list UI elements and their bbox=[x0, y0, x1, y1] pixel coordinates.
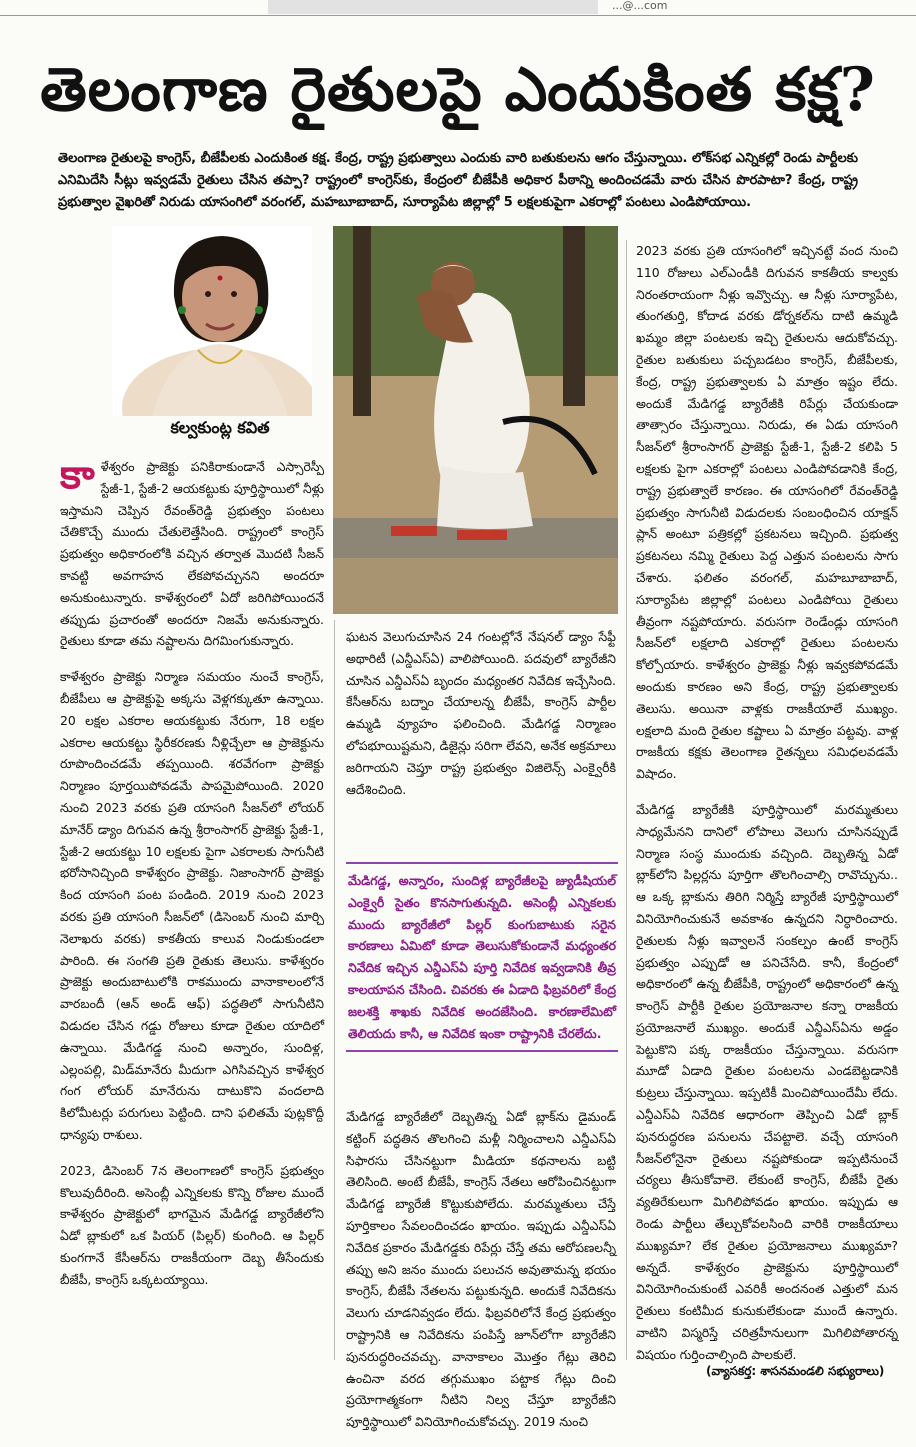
author-photo bbox=[112, 226, 312, 416]
clipping-edge bbox=[268, 0, 598, 14]
column-1 bbox=[60, 451, 324, 1304]
top-rule bbox=[0, 15, 916, 16]
col2b-para-1: మేడిగడ్డ బ్యారేజీలో దెబ్బతిన్న ఏడో బ్లాక్‌ను డైమండ్ కట్టింగ్ పద్ధతిన తొలగించి మళ్లీ నిర్మించాలని ఎన్డీఎస్ఏ సిఫారసు చేసినట్టుగా మీడియా కథనాలను బట్టి తెలిసింది. అంటే బీజేపీ, కాంగ్రెస్ నేతలు ఆరోపించినట్టుగా మేడిగడ్డ బ్యారేజీ కొట్టుకుపోలేదు. మరమ్మతులు చేస్తే పూర్తికాలం సేవలందించడం ఖాయం. ఇప్పుడు ఎన్డీఎస్ఏ నివేదిక ప్రకారం మేడిగడ్డకు రిపేర్లు చేస్తే తమ ఆరోపణలన్నీ తప్పు అని జనం ముందు పలుచన అవుతామన్న భయం కాంగ్రెస్, బీజేపీ నేతలను పట్టుకున్నది. అందుకే నివేదికను వెలుగు చూడనివ్వడం లేదు. ఫిబ్రవరిలోనే కేంద్ర ప్రభుత్వం రాష్ట్రానికి ఆ నివేదికను పంపిస్తే జూన్‌లోగా బ్యారేజీని పునరుద్ధరించవచ్చు. వానాకాలం మొత్తం గేట్లు తెరిచి ఉంచినా వరద తగ్గుముఖం పట్టాక గేట్లు దించి ప్రయోగాత్మకంగా నీటిని నిల్వ చేస్తూ బ్యారేజీని పూర్తిస్థాయిలో వినియోగించుకోవచ్చు. 2019 నుంచి bbox=[346, 1109, 616, 1430]
author-credit: (వ్యాసకర్త: శాసనమండలి సభ్యురాలు) bbox=[706, 1364, 885, 1378]
col3-para-1: 2023 వరకు ప్రతి యాసంగిలో ఇచ్చినట్టే వంద నుంచి 110 రోజులు ఎల్ఎండీకి దిగువన కాకతీయ కాల్వకు నిరంతరాయంగా నీళ్లు ఇవ్వొచ్చు. ఆ నీళ్లు సూర్యాపేట, తుంగతుర్తి, కోదాడ వరకు డోర్నకల్‌ను దాటి ఉమ్మడి ఖమ్మం జిల్లా పంటలకు ఇచ్చి రైతులను ఆదుకోవచ్చు. రైతుల బతుకులు పచ్చబడటం కాంగ్రెస్, బీజేపీలకు, కేంద్ర, రాష్ట్ర ప్రభుత్వాలకు ఏ మాత్రం ఇష్టం లేదు. అందుకే మేడిగడ్డ బ్యారేజీకి రిపేర్లు చేయకుండా తాత్సారం చేస్తున్నాయి. నిరుడు, ఈ ఏడు యాసంగి సీజన్‌లో శ్రీరాంసాగర్ ప్రాజెక్టు స్టేజీ-1, స్టేజీ-2 కలిపి 5 లక్షలకు పైగా ఎకరాల్లో పంటలు ఎండిపోవడానికి కేంద్ర, రాష్ట్ర ప్రభుత్వాలే కారణం. ఈ యాసంగిలో రేవంత్‌రెడ్డి ప్రభుత్వం సాగునీటి విడుదలకు సంబంధించిన యాక్షన్ ప్లాన్ అంటూ పత్రికల్లో ప్రకటనలు ఇచ్చింది. ప్రభుత్వ ప్రకటనలు నమ్మి రైతులు పెద్ద ఎత్తున పంటలను సాగు చేశారు. ఫలితం వరంగల్, మహబూబాబాద్, సూర్యాపేట జిల్లాల్లో పంటలు ఎండిపోయి రైతులు తీవ్రంగా నష్టపోయారు. వరుసగా రెండేండ్లు యాసంగి సీజన్‌లో లక్షలాది ఎకరాల్లో రైతులు పంటలను కోల్పోయారు. కాళేశ్వరం ప్రాజెక్టు నీళ్లు ఇవ్వకపోవడమే అందుకు కారణం అని కేంద్ర, రాష్ట్ర ప్రభుత్వాలకు తెలుసు. అయినా వాళ్లకు రాజకీయాలే ముఖ్యం. లక్షలాది మంది రైతుల కష్టాలు ఏ మాత్రం పట్టవు. వాళ్ల రాజకీయ కక్షకు తెలంగాణ రైతన్నలు సమిధలవడమే విషాదం. bbox=[636, 243, 898, 782]
column-rule-1 bbox=[334, 620, 335, 1360]
column-rule-2 bbox=[626, 240, 627, 1360]
author-caption: కల్వకుంట్ల కవిత bbox=[170, 418, 270, 437]
column-3 bbox=[636, 240, 898, 1380]
pull-quote: మేడిగడ్డ, అన్నారం, సుందిళ్ల బ్యారేజీలపై జ్యుడీషియల్ ఎంక్వైరీ సైతం కొనసాగుతున్నది. అసెంబ్లీ ఎన్నికలకు ముందు బ్యారేజీలో పిల్లర్ కుంగుబాటుకు సరైన కారణాలు ఏమిటో కూడా తెలుసుకోకుండానే మధ్యంతర నివేదిక ఇచ్చిన ఎన్డీఎస్ఏ పూర్తి నివేదిక ఇవ్వడానికి తీవ్ర కాలయాపన చేసింది. చివరకు ఈ ఏడాది ఫిబ్రవరిలో కేంద్ర జలశక్తి శాఖకు నివేదిక అందజేసింది. కారణాలేమిటో తెలియదు కానీ, ఆ నివేదిక ఇంకా రాష్ట్రానికి చేరలేదు. bbox=[346, 862, 618, 1052]
col1-para-1-text: ళేశ్వరం ప్రాజెక్టు పనికిరాకుండానే ఎస్సారెస్పీ స్టేజీ-1, స్టేజీ-2 ఆయకట్టుకు పూర్తిస్థాయిలో నీళ్లు ఇస్తామని చెప్పిన రేవంత్‌రెడ్డి ప్రభుత్వం పంటలు చేతికొచ్చే ముందు చేతులెత్తేసింది. రాష్ట్రంలో కాంగ్రెస్ ప్రభుత్వం అధికారంలోకి వచ్చిన తర్వాత మొదటి సీజన్ కావట్టి అవగాహన లేకపోవచ్చునని అందరూ అనుకుంటున్నారు. కాళేశ్వరంలో ఏదో జరిగిపోయిందనే తప్పుడు ప్రచారంతో అందరూ నిజమే అనుకున్నారు. రైతులు కూడా తమ నష్టాలను దిగమింగుకున్నారు. bbox=[60, 459, 324, 649]
deck-text: తెలంగాణ రైతులపై కాంగ్రెస్, బీజేపీలకు ఎందుకింత కక్ష. కేంద్ర, రాష్ట్ర ప్రభుత్వాలు ఎందుకు వారి బతుకులను ఆగం చేస్తున్నాయి. లోక్‌సభ ఎన్నికల్లో రెండు పార్టీలకు ఎనిమిదేసి సీట్లు ఇవ్వడమే రైతులు చేసిన తప్పా? రాష్ట్రంలో కాంగ్రెస్‌కు, కేంద్రంలో బీజేపీకి అధికార పీఠాన్ని అందించడమే వారు చేసిన పొరపాటా? కేంద్ర, రాష్ట్ర ప్రభుత్వాల వైఖరితో నిరుడు యాసంగిలో వరంగల్, మహబూబాబాద్, సూర్యాపేట జిల్లాల్లో 5 లక్షలకుపైగా ఎకరాల్లో పంటలు ఎండిపోయాయి. bbox=[58, 151, 858, 210]
col1-para-1 bbox=[60, 451, 324, 652]
column-2 bbox=[346, 626, 616, 814]
col1-para-3: 2023, డిసెంబర్ 7న తెలంగాణలో కాంగ్రెస్ ప్రభుత్వం కొలువుదీరింది. అసెంబ్లీ ఎన్నికలకు కొన్ని రోజుల ముందే కాళేశ్వరం ప్రాజెక్టులో భాగమైన మేడిగడ్డ బ్యారేజీలోని ఏడో బ్లాకులో ఒక పియర్ (పిల్లర్) కుంగింది. ఆ పిల్లర్ కుంగగానే కేసీఆర్‌ను రాజకీయంగా దెబ్బ తీసేందుకు బీజేపీ, కాంగ్రెస్ ఒక్కటయ్యాయి. bbox=[60, 1162, 324, 1287]
header-email: ...@...com bbox=[612, 0, 668, 12]
headline: తెలంగాణ రైతులపై ఎందుకింత కక్ష? bbox=[40, 55, 876, 125]
top-strip bbox=[0, 0, 916, 16]
col3-para-2: మేడిగడ్డ బ్యారేజీకి పూర్తిస్థాయిలో మరమ్మతులు సాధ్యమేనని దానిలో లోపాలు వెలుగు చూసినప్పుడే నిర్మాణ సంస్థ ముందుకు వచ్చింది. దెబ్బతిన్న ఏడో బ్లాక్‌లోని పిల్లర్లను పూర్తిగా తొలగించాల్సి రావొచ్చును.. ఆ ఒక్క బ్లాకును తిరిగి నిర్మిస్తే బ్యారేజీ పూర్తిస్థాయిలో వినియోగించుకునే అవకాశం ఉన్నదని నిర్ధారించారు. రైతులకు నీళ్లు ఇవ్వాలనే సంకల్పం ఉంటే కాంగ్రెస్ ప్రభుత్వం ఎప్పుడో ఆ పనిచేసేది. కానీ, కేంద్రంలో అధికారంలో ఉన్న బీజేపీకి, రాష్ట్రంలో అధికారంలో ఉన్న కాంగ్రెస్ పార్టీకి రైతుల ప్రయోజనాల కన్నా రాజకీయ ప్రయోజనాలే ముఖ్యం. అందుకే ఎన్డీఎస్ఏను అడ్డం పెట్టుకొని పక్క రాజకీయం చేస్తున్నాయి. వరుసగా మూడో ఏడాది రైతుల పంటలను ఎండబెట్టడానికి కుట్రలు చేస్తున్నాయి. ఇప్పటికీ మించిపోయిందేమీ లేదు. ఎన్డీఎస్ఏ నివేదిక ఆధారంగా తెప్పించి ఏడో బ్లాక్ పునరుద్ధరణ పనులను చేపట్టాలె. వచ్చే యాసంగి సీజన్‌లోనైనా రైతులు నష్టపోకుండా ఇప్పటినుంచే చర్యలు తీసుకోవాలె. లేకుంటే కాంగ్రెస్, బీజేపీ రైతు వ్యతిరేకులుగా మిగిలిపోవడం ఖాయం. ఇప్పుడు ఆ రెండు పార్టీలు తేల్చుకోవలసింది వారికి రాజకీయాలు ముఖ్యమా? లేక రైతుల ప్రయోజనాలు ముఖ్యమా? అన్నదే. కాళేశ్వరం ప్రాజెక్టును పూర్తిస్థాయిలో వినియోగించుకుంటే ఎవరికీ అందనంత ఎత్తులో మన రైతులు కంటిమీద కునుకులేకుండా ముందే ఉన్నారు. వాటిని విస్మరిస్తే చరిత్రహీనులుగా మిగిలిపోతారన్న విషయం గుర్తించాల్సింది పాలకులే. bbox=[636, 801, 898, 1362]
farmer-photo bbox=[333, 226, 618, 614]
farmer-photo-illustration bbox=[333, 226, 618, 614]
author-photo-illustration bbox=[112, 226, 312, 416]
col2-para-1: ఘటన వెలుగుచూసిన 24 గంటల్లోనే నేషనల్ డ్యాం సేఫ్టీ అథారిటీ (ఎన్డీఎస్ఏ) వాలిపోయింది. పదవులో బ్యారేజీని చూసిన ఎన్డీఎస్ఏ బృందం మధ్యంతర నివేదిక ఇచ్చేసింది. కేసీఆర్‌ను బద్నాం చేయాలన్న బీజేపీ, కాంగ్రెస్ పార్టీల ఉమ్మడి వ్యూహం ఫలించింది. మేడిగడ్డ నిర్మాణం లోపభూయిష్టమని, డిజైన్లు సరిగా లేవని, అనేక అక్రమాలు జరిగాయని చెప్తూ రాష్ట్ర ప్రభుత్వం విజిలెన్స్ ఎంక్వైరీకి ఆదేశించింది. bbox=[346, 629, 616, 797]
dropcap: కా bbox=[60, 451, 95, 498]
col1-para-2: కాళేశ్వరం ప్రాజెక్టు నిర్మాణ సమయం నుంచే కాంగ్రెస్, బీజేపీలు ఆ ప్రాజెక్టుపై అక్కసు వెళ్లగక్కుతూ ఉన్నాయి. 20 లక్షల ఎకరాల ఆయకట్టుకు నేరుగా, 18 లక్షల ఎకరాల ఆయకట్టు స్థిరీకరణకు నీళ్లిచ్చేలా ఆ ప్రాజెక్టును రూపొందించడమే తప్పయింది. శరవేగంగా ప్రాజెక్టు నిర్మాణం పూర్తయిపోవడమే పాపమైపోయింది. 2020 నుంచి 2023 వరకు ప్రతి యాసంగి సీజన్‌లో లోయర్ మానేర్ డ్యాం దిగువన ఉన్న శ్రీరాంసాగర్ ప్రాజెక్టు స్టేజీ-1, స్టేజీ-2 ఆయకట్టు 10 లక్షలకు పైగా ఎకరాలకు సాగునీటి భరోసానిచ్చింది కాళేశ్వరం ప్రాజెక్టు. నిజాంసాగర్ ప్రాజెక్టు కింద యాసంగి పంట పండింది. 2019 నుంచి 2023 వరకు ప్రతి యాసంగి సీజన్‌లో (డిసెంబర్ నుంచి మార్చి నెలాఖరు వరకు) కాకతీయ కాలువ నిండుకుండలా పారింది. ఈ సంగతి ప్రతి రైతుకు తెలుసు. కాళేశ్వరం ప్రాజెక్టు అందుబాటులోకి రాకముందు వానాకాలంలోనే వారబందీ (ఆన్ అండ్ ఆఫ్) పద్ధతిలో సాగునీటిని విడుదల చేసిన గడ్డు రోజులు కూడా రైతుల యాదిలో ఉన్నాయి. మేడిగడ్డ నుంచి అన్నారం, సుందిళ్ల, ఎల్లంపల్లి, మిడ్‌మానేరు మీదుగా ఎగిసివచ్చిన కాళేశ్వర గంగ లోయర్ మానేరును దాటుకొని వందలాది కిలోమీటర్లు పరుగులు పెట్టింది. దాని ఫలితమే పుట్లకొద్దీ ధాన్యపు రాశులు. bbox=[60, 669, 324, 1142]
